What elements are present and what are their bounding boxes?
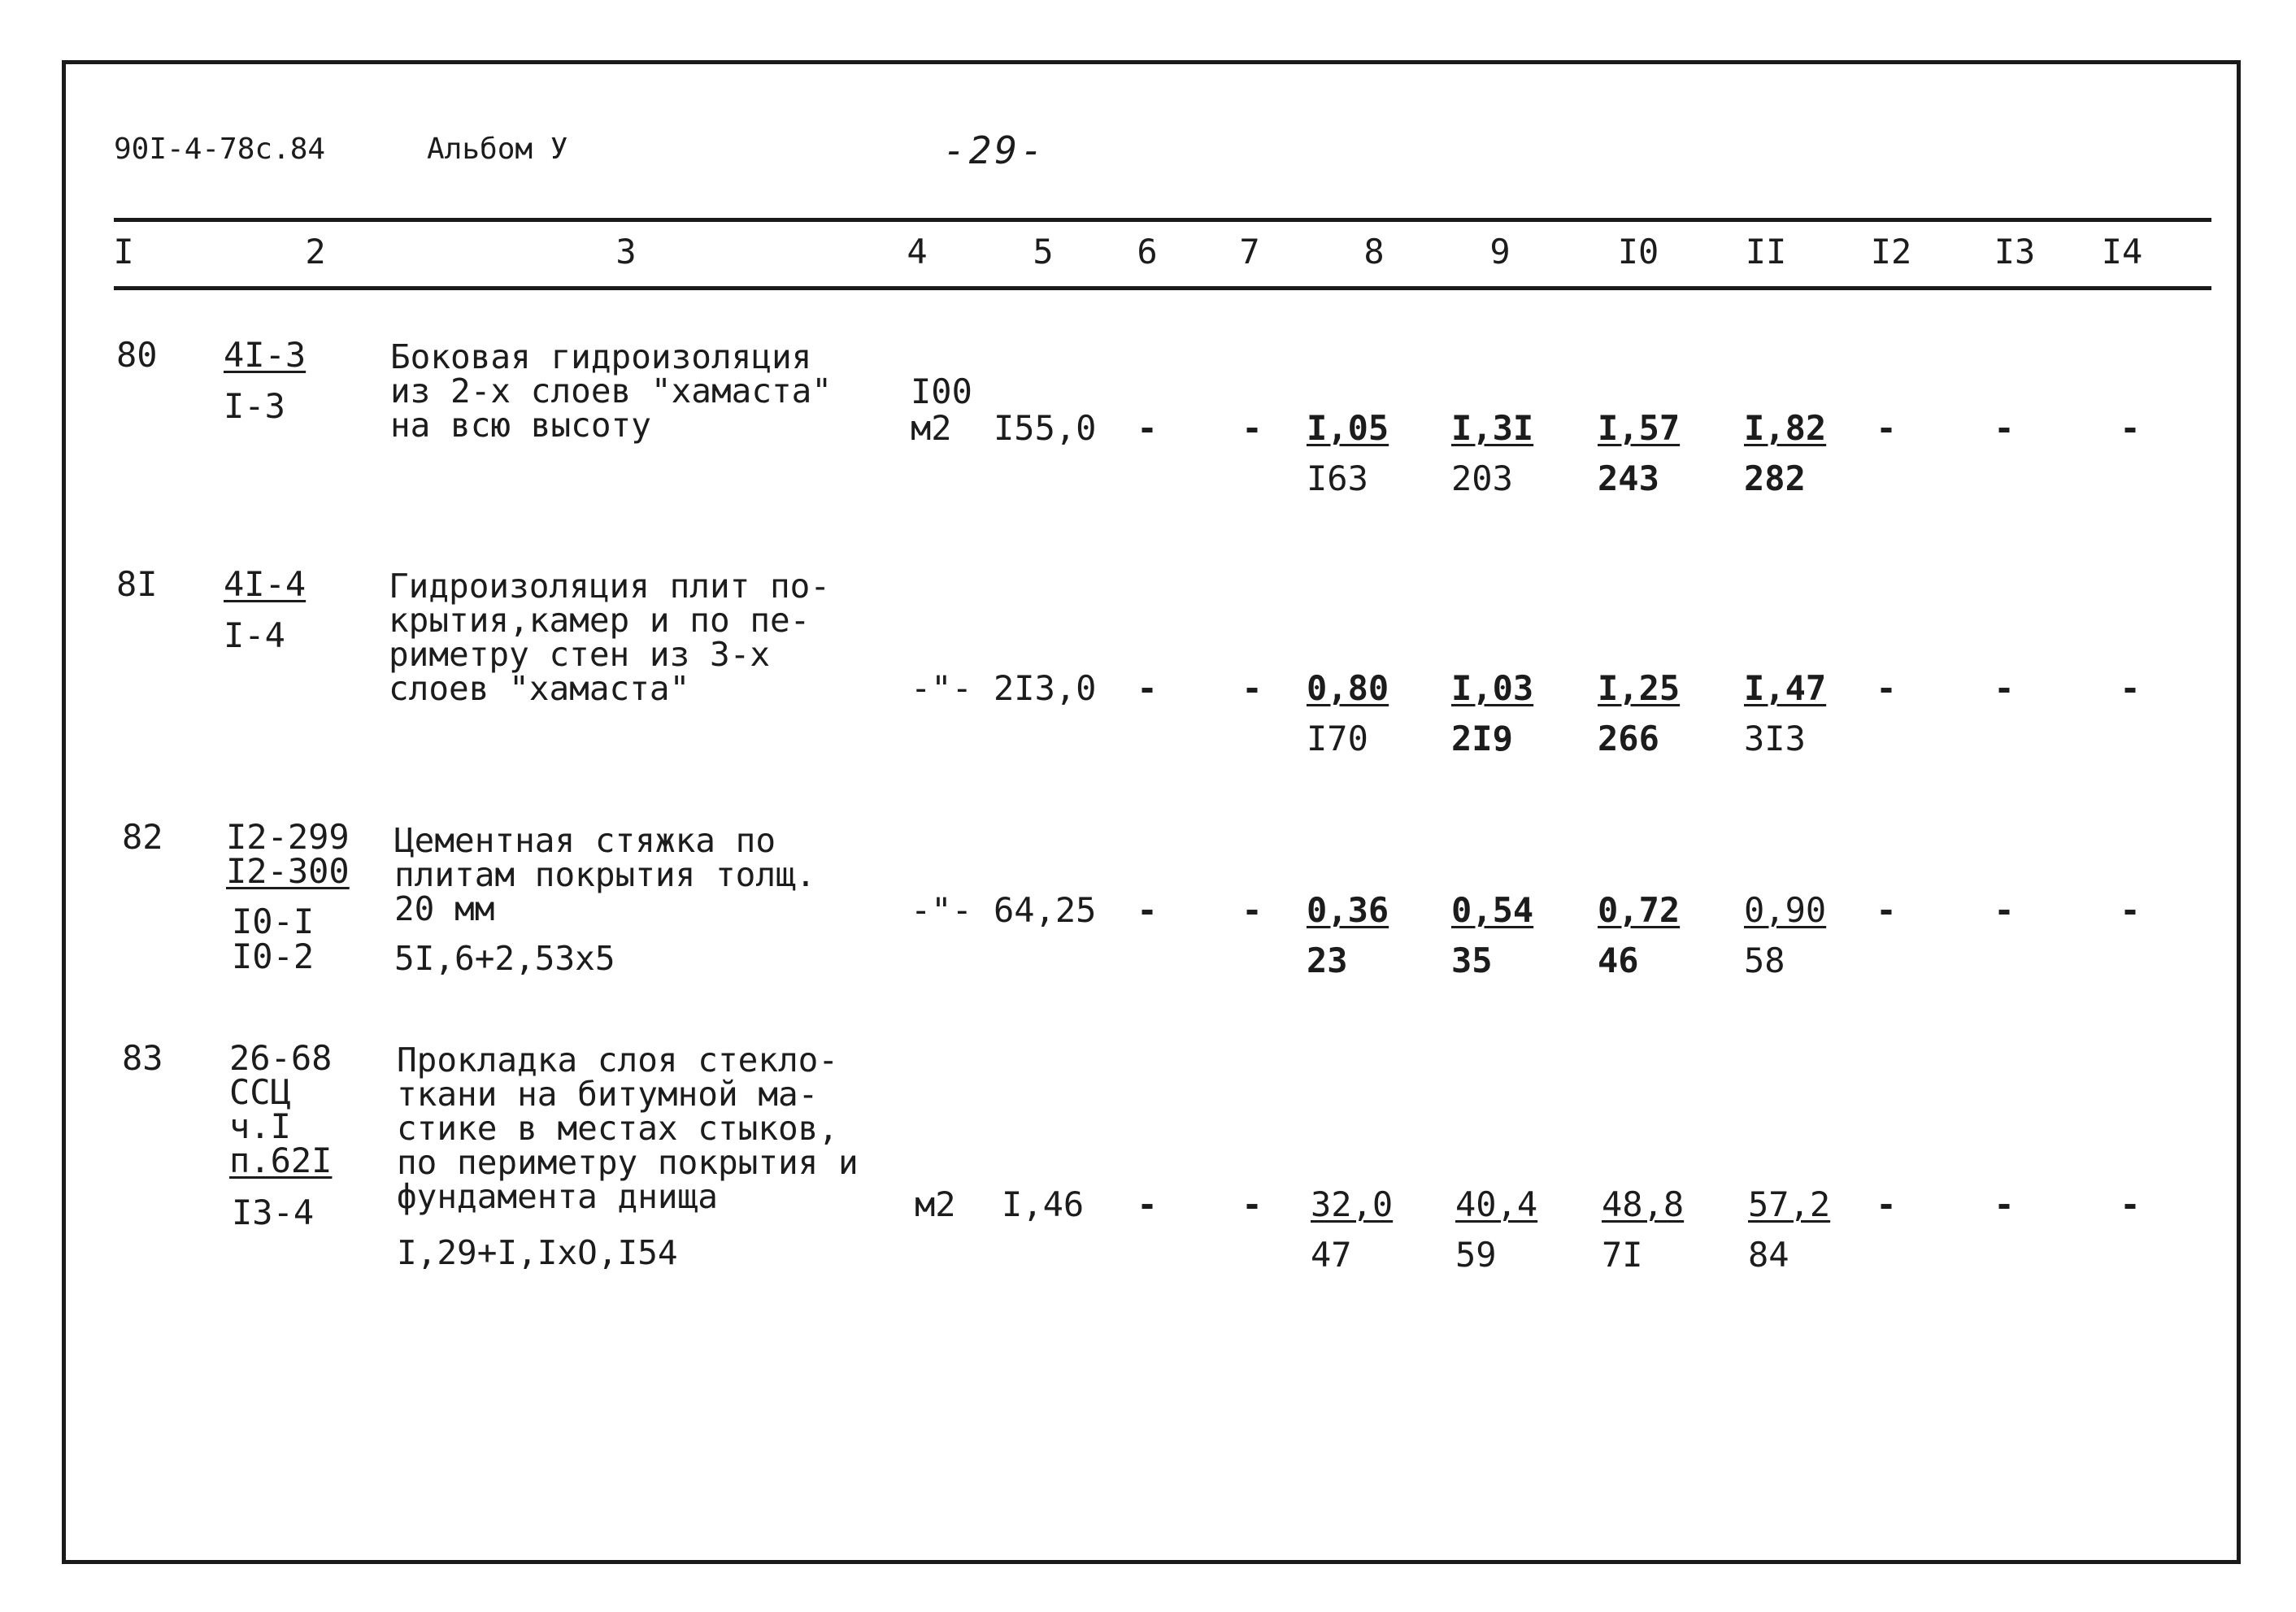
value-bottom: 23	[1307, 941, 1348, 980]
dash-cell: -	[2120, 408, 2141, 448]
norm-code-line: I-4	[224, 615, 285, 655]
value-top: 0,80	[1307, 668, 1389, 708]
column-header: I2	[1870, 232, 1912, 272]
value-bottom: 243	[1598, 458, 1659, 498]
dash-cell: -	[1137, 1184, 1158, 1224]
formula: 5I,6+2,53x5	[394, 939, 615, 978]
column-header: 4	[907, 232, 928, 272]
dash-cell: -	[1876, 1184, 1897, 1224]
value-top: 40,4	[1455, 1184, 1538, 1224]
row-number: 83	[122, 1038, 163, 1078]
work-description-line: Боковая гидроизоляция	[390, 337, 812, 376]
dash-cell: -	[1876, 890, 1897, 930]
quantity: I,46	[1002, 1184, 1085, 1224]
work-description-line: Прокладка слоя стекло-	[397, 1041, 839, 1080]
value-bottom: 59	[1455, 1235, 1497, 1275]
value-bottom: 46	[1598, 941, 1639, 980]
norm-code: 26-68	[229, 1038, 333, 1078]
dash-cell: -	[1137, 408, 1158, 448]
work-description-line: на всю высоту	[390, 406, 651, 445]
norm-code-line: I0-I	[232, 902, 315, 941]
work-description-line: слоев "хамаста"	[389, 669, 690, 708]
unit-line: -"-	[911, 668, 972, 708]
value-top: 57,2	[1748, 1184, 1831, 1224]
work-description-line: риметру стен из 3-х	[389, 635, 770, 674]
dash-cell: -	[2120, 668, 2141, 708]
norm-code-line: ССЦ	[229, 1072, 291, 1112]
value-bottom: 58	[1744, 941, 1785, 980]
value-top: I,57	[1598, 408, 1681, 448]
column-header: 6	[1137, 232, 1158, 272]
value-top: 0,72	[1598, 890, 1681, 930]
dash-cell: -	[2120, 890, 2141, 930]
value-top: 0,90	[1744, 890, 1827, 930]
value-top: 32,0	[1311, 1184, 1394, 1224]
unit-line: м2	[911, 408, 952, 448]
dash-cell: -	[1137, 890, 1158, 930]
value-bottom: 266	[1598, 719, 1659, 758]
album-label: Альбом У	[427, 133, 568, 166]
document-code: 90I-4-78с.84	[114, 133, 326, 166]
value-bottom: 203	[1451, 458, 1513, 498]
norm-code-line: I0-2	[232, 936, 315, 976]
value-bottom: 3I3	[1744, 719, 1806, 758]
value-top: I,3I	[1451, 408, 1534, 448]
dash-cell: -	[1876, 408, 1897, 448]
dash-cell: -	[1994, 668, 2015, 708]
column-header: I3	[1994, 232, 2036, 272]
value-top: 48,8	[1602, 1184, 1685, 1224]
quantity: 2I3,0	[994, 668, 1097, 708]
column-header: 5	[1033, 232, 1054, 272]
header-top-rule	[114, 218, 2211, 222]
value-top: 0,36	[1307, 890, 1389, 930]
unit-line: -"-	[911, 890, 972, 930]
dash-cell: -	[1994, 408, 2015, 448]
formula: I,29+I,IxO,I54	[397, 1233, 678, 1272]
column-header: 7	[1239, 232, 1260, 272]
value-bottom: 282	[1744, 458, 1806, 498]
value-bottom: 47	[1311, 1235, 1352, 1275]
dash-cell: -	[1241, 890, 1263, 930]
work-description-line: плитам покрытия толщ.	[394, 855, 816, 894]
dash-cell: -	[1994, 890, 2015, 930]
column-header: 8	[1363, 232, 1385, 272]
row-number: 80	[116, 335, 158, 375]
norm-code-line: п.62I	[229, 1141, 333, 1180]
page-number: -29-	[943, 128, 1046, 172]
value-top: I,03	[1451, 668, 1534, 708]
column-header: II	[1745, 232, 1787, 272]
norm-code-line: I3-4	[232, 1193, 315, 1232]
column-header: I	[113, 232, 134, 272]
dash-cell: -	[1994, 1184, 2015, 1224]
value-top: I,82	[1744, 408, 1827, 448]
value-bottom: 7I	[1602, 1235, 1643, 1275]
value-bottom: I70	[1307, 719, 1368, 758]
header-bottom-rule	[114, 286, 2211, 290]
work-description-line: стике в местах стыков,	[397, 1109, 839, 1148]
row-number: 8I	[116, 564, 158, 604]
value-top: 0,54	[1451, 890, 1534, 930]
quantity: 64,25	[994, 890, 1097, 930]
norm-code-line: I2-300	[226, 851, 350, 891]
norm-code: 4I-3	[224, 335, 307, 375]
dash-cell: -	[1241, 668, 1263, 708]
column-header: 2	[305, 232, 326, 272]
quantity: I55,0	[994, 408, 1097, 448]
work-description-line: по периметру покрытия и	[397, 1143, 859, 1182]
value-bottom: 35	[1451, 941, 1493, 980]
column-header: 9	[1489, 232, 1511, 272]
unit-line: I00	[911, 371, 972, 411]
work-description-line: фундамента днища	[397, 1177, 718, 1216]
value-top: I,25	[1598, 668, 1681, 708]
work-description-line: из 2-х слоев "хамаста"	[390, 371, 833, 411]
work-description-line: Цементная стяжка по	[394, 821, 776, 860]
value-top: I,05	[1307, 408, 1389, 448]
work-description-line: ткани на битумной ма-	[397, 1075, 819, 1114]
dash-cell: -	[1876, 668, 1897, 708]
dash-cell: -	[1241, 1184, 1263, 1224]
norm-code-line: I-3	[224, 386, 285, 426]
norm-code: 4I-4	[224, 564, 307, 604]
value-bottom: 2I9	[1451, 719, 1513, 758]
column-header: I4	[2101, 232, 2143, 272]
column-header: I0	[1617, 232, 1659, 272]
unit-line: м2	[915, 1184, 956, 1224]
column-header: 3	[615, 232, 637, 272]
value-bottom: 84	[1748, 1235, 1789, 1275]
norm-code: I2-299	[226, 817, 350, 857]
value-top: I,47	[1744, 668, 1827, 708]
work-description-line: 20 мм	[394, 889, 495, 928]
work-description-line: Гидроизоляция плит по-	[389, 567, 831, 606]
norm-code-line: ч.I	[229, 1106, 291, 1146]
value-bottom: I63	[1307, 458, 1368, 498]
dash-cell: -	[1137, 668, 1158, 708]
row-number: 82	[122, 817, 163, 857]
dash-cell: -	[2120, 1184, 2141, 1224]
work-description-line: крытия,камер и по пе-	[389, 601, 811, 640]
dash-cell: -	[1241, 408, 1263, 448]
